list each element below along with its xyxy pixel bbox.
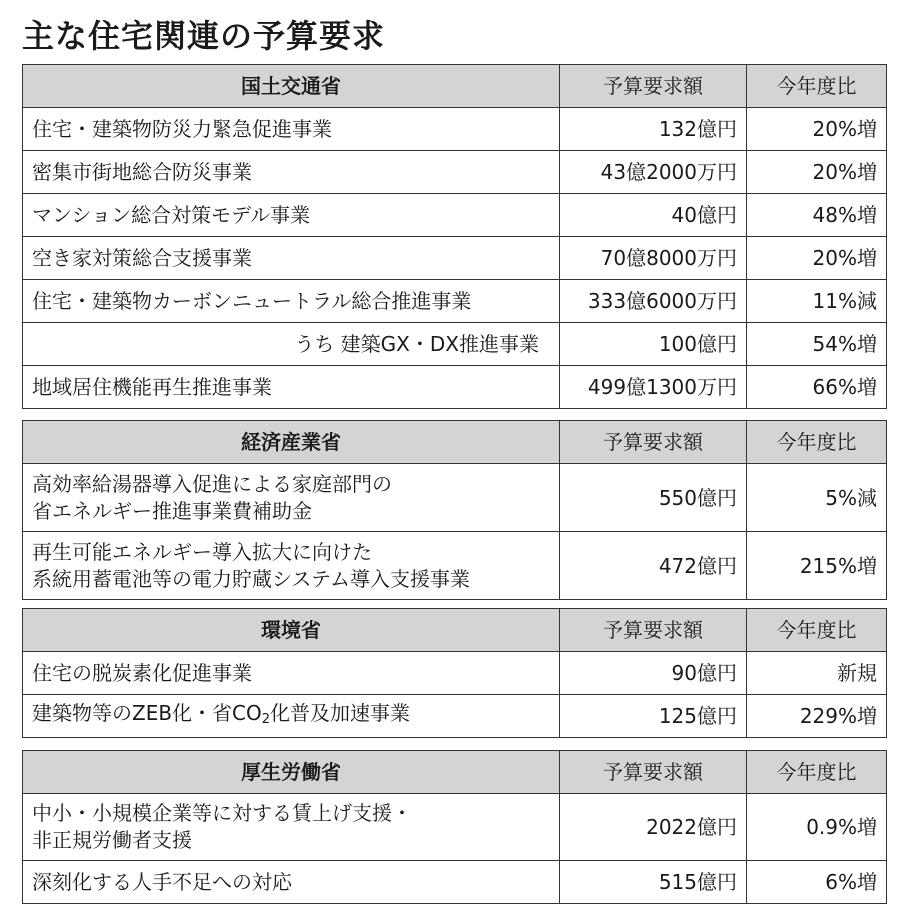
project-name: 住宅・建築物カーボンニュートラル総合推進事業 — [23, 280, 560, 323]
year-change: 新規 — [747, 652, 887, 695]
section-mlit — [22, 64, 887, 409]
table-row — [23, 652, 887, 695]
project-name-line: 系統用蓄電池等の電力貯蔵システム導入支援事業 — [32, 566, 470, 591]
year-change: 215%増 — [747, 532, 887, 600]
ministry-name: 経済産業省 — [23, 421, 560, 464]
project-name-part: 建築物等のZEB化・省CO — [32, 700, 262, 725]
section-mhlw — [22, 750, 887, 904]
project-name — [23, 532, 560, 600]
project-name-line: 省エネルギー推進事業費補助金 — [32, 498, 312, 523]
budget-amount: 333億6000万円 — [560, 280, 747, 323]
change-header: 今年度比 — [747, 65, 887, 108]
budget-amount: 550億円 — [560, 464, 747, 532]
table-row — [23, 532, 887, 600]
table-row — [23, 280, 887, 323]
project-name-line: 中小・小規模企業等に対する賃上げ支援・ — [32, 801, 412, 825]
project-name: 住宅の脱炭素化促進事業 — [23, 652, 560, 695]
section-meti — [22, 420, 887, 600]
change-header: 今年度比 — [747, 751, 887, 794]
ministry-name: 環境省 — [23, 609, 560, 652]
amount-header: 予算要求額 — [560, 609, 747, 652]
project-name: 密集市街地総合防災事業 — [23, 151, 560, 194]
budget-amount: 132億円 — [560, 108, 747, 151]
year-change: 20%増 — [747, 108, 887, 151]
project-name: 深刻化する人手不足への対応 — [23, 861, 560, 904]
ministry-name: 国土交通省 — [23, 65, 560, 108]
page-title: 主な住宅関連の予算要求 — [22, 17, 386, 55]
change-header: 今年度比 — [747, 609, 887, 652]
year-change: 20%増 — [747, 151, 887, 194]
budget-amount: 499億1300万円 — [560, 366, 747, 409]
subscript-2: 2 — [261, 711, 271, 727]
table-row — [23, 366, 887, 409]
project-name — [23, 794, 560, 861]
ministry-name: 厚生労働省 — [23, 751, 560, 794]
amount-header: 予算要求額 — [560, 751, 747, 794]
budget-amount: 2022億円 — [560, 794, 747, 861]
budget-amount: 472億円 — [560, 532, 747, 600]
year-change: 0.9%増 — [747, 794, 887, 861]
project-name — [23, 695, 560, 738]
amount-header: 予算要求額 — [560, 421, 747, 464]
year-change: 54%増 — [747, 323, 887, 366]
budget-amount: 43億2000万円 — [560, 151, 747, 194]
year-change: 11%減 — [747, 280, 887, 323]
year-change: 5%減 — [747, 464, 887, 532]
year-change: 20%増 — [747, 237, 887, 280]
budget-amount: 125億円 — [560, 695, 747, 738]
budget-amount: 40億円 — [560, 194, 747, 237]
budget-amount: 515億円 — [560, 861, 747, 904]
project-name-line: 再生可能エネルギー導入拡大に向けた — [32, 539, 372, 564]
change-header: 今年度比 — [747, 421, 887, 464]
project-name-line: 高効率給湯器導入促進による家庭部門の — [32, 471, 392, 496]
table-row — [23, 695, 887, 738]
table-row — [23, 237, 887, 280]
section-header — [23, 751, 887, 794]
budget-amount: 100億円 — [560, 323, 747, 366]
table-row — [23, 194, 887, 237]
budget-amount: 70億8000万円 — [560, 237, 747, 280]
year-change: 6%増 — [747, 861, 887, 904]
amount-header: 予算要求額 — [560, 65, 747, 108]
section-header — [23, 609, 887, 652]
project-name: 住宅・建築物防災力緊急促進事業 — [23, 108, 560, 151]
project-name-part: 化普及加速事業 — [270, 700, 411, 725]
year-change: 66%増 — [747, 366, 887, 409]
table-row — [23, 794, 887, 861]
year-change: 229%増 — [747, 695, 887, 738]
table-row — [23, 861, 887, 904]
project-name: マンション総合対策モデル事業 — [23, 194, 560, 237]
table-row-subitem — [23, 323, 887, 366]
table-row — [23, 108, 887, 151]
section-moe — [22, 608, 887, 738]
year-change: 48%増 — [747, 194, 887, 237]
project-name: うち 建築GX・DX推進事業 — [23, 323, 560, 366]
project-name: 地域居住機能再生推進事業 — [23, 366, 560, 409]
section-header — [23, 65, 887, 108]
table-row — [23, 464, 887, 532]
budget-amount: 90億円 — [560, 652, 747, 695]
table-row — [23, 151, 887, 194]
project-name: 空き家対策総合支援事業 — [23, 237, 560, 280]
section-header — [23, 421, 887, 464]
project-name — [23, 464, 560, 532]
project-name-line: 非正規労働者支援 — [32, 828, 192, 852]
